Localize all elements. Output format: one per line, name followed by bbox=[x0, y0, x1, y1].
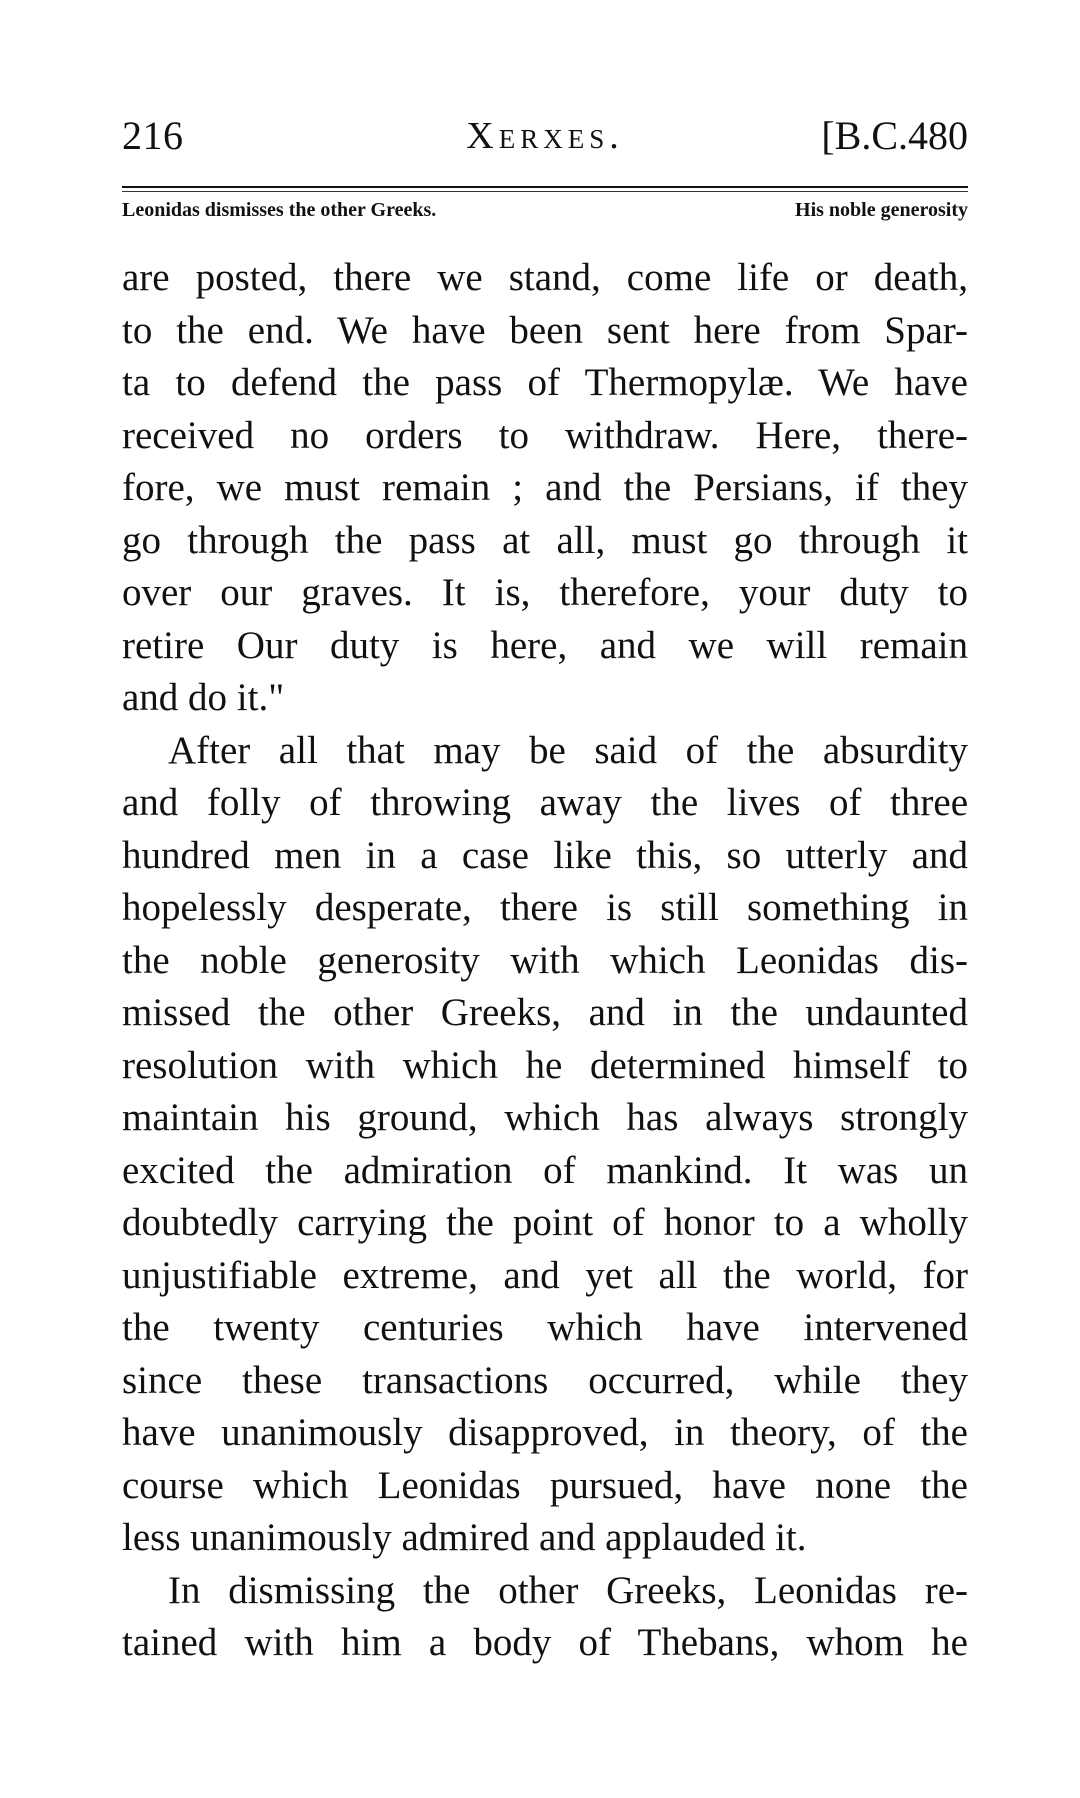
text-line: since these transactions occurred, while they bbox=[122, 1358, 968, 1402]
text-line: maintain his ground, which has always strongly bbox=[122, 1096, 968, 1139]
text-line: retire Our duty is here, and we will remain bbox=[122, 623, 968, 667]
sidenote-left: Leonidas dismisses the other Greeks. bbox=[122, 199, 437, 221]
text-line: have unanimously disapproved, in theory, of the bbox=[122, 1411, 968, 1454]
paragraph bbox=[122, 725, 968, 1565]
header-rule bbox=[122, 186, 968, 188]
text-line: less unanimously admired and applauded it. bbox=[122, 1516, 807, 1559]
text-line: doubtedly carrying the point of honor to a wholly bbox=[122, 1201, 968, 1244]
text-line: the noble generosity with which Leonidas dis- bbox=[122, 938, 968, 982]
text-line: ta to defend the pass of Thermopylæ. We have bbox=[122, 361, 968, 404]
date-range: [B.C.480 bbox=[821, 113, 968, 158]
marginal-notes bbox=[122, 199, 968, 229]
text-line: go through the pass at all, must go through it bbox=[122, 518, 968, 562]
body-text bbox=[122, 252, 968, 1670]
text-line: missed the other Greeks, and in the undaunted bbox=[122, 991, 968, 1034]
text-line: hopelessly desperate, there is still something in bbox=[122, 886, 968, 929]
text-line: hundred men in a case like this, so utterly and bbox=[122, 833, 968, 877]
text-line: and do it." bbox=[122, 676, 285, 719]
page-number: 216 bbox=[122, 113, 184, 158]
text-line: tained with him a body of Thebans, whom he bbox=[122, 1621, 968, 1664]
paragraph bbox=[122, 1565, 968, 1670]
text-line: fore, we must remain ; and the Persians, if they bbox=[122, 466, 968, 509]
text-line: In dismissing the other Greeks, Leonidas re- bbox=[168, 1568, 968, 1612]
text-line: received no orders to withdraw. Here, there- bbox=[122, 413, 968, 457]
sidenote-right: His noble generosity bbox=[795, 199, 968, 221]
text-line: to the end. We have been sent here from Spar- bbox=[122, 308, 968, 352]
header-subrule bbox=[122, 191, 968, 192]
text-line: resolution with which he determined himself to bbox=[122, 1043, 968, 1087]
paragraph bbox=[122, 252, 968, 725]
text-line: are posted, there we stand, come life or death, bbox=[122, 256, 968, 299]
text-line: course which Leonidas pursued, have none the bbox=[122, 1463, 968, 1507]
text-line: over our graves. It is, therefore, your duty to bbox=[122, 571, 968, 614]
text-line: unjustifiable extreme, and yet all the world, for bbox=[122, 1253, 968, 1297]
text-line: After all that may be said of the absurdity bbox=[168, 728, 968, 772]
running-title: Xerxes. bbox=[466, 115, 624, 157]
text-line: excited the admiration of mankind. It was un bbox=[122, 1148, 968, 1192]
text-line: and folly of throwing away the lives of three bbox=[122, 781, 968, 824]
page-header bbox=[122, 112, 968, 172]
text-line: the twenty centuries which have intervened bbox=[122, 1306, 968, 1349]
